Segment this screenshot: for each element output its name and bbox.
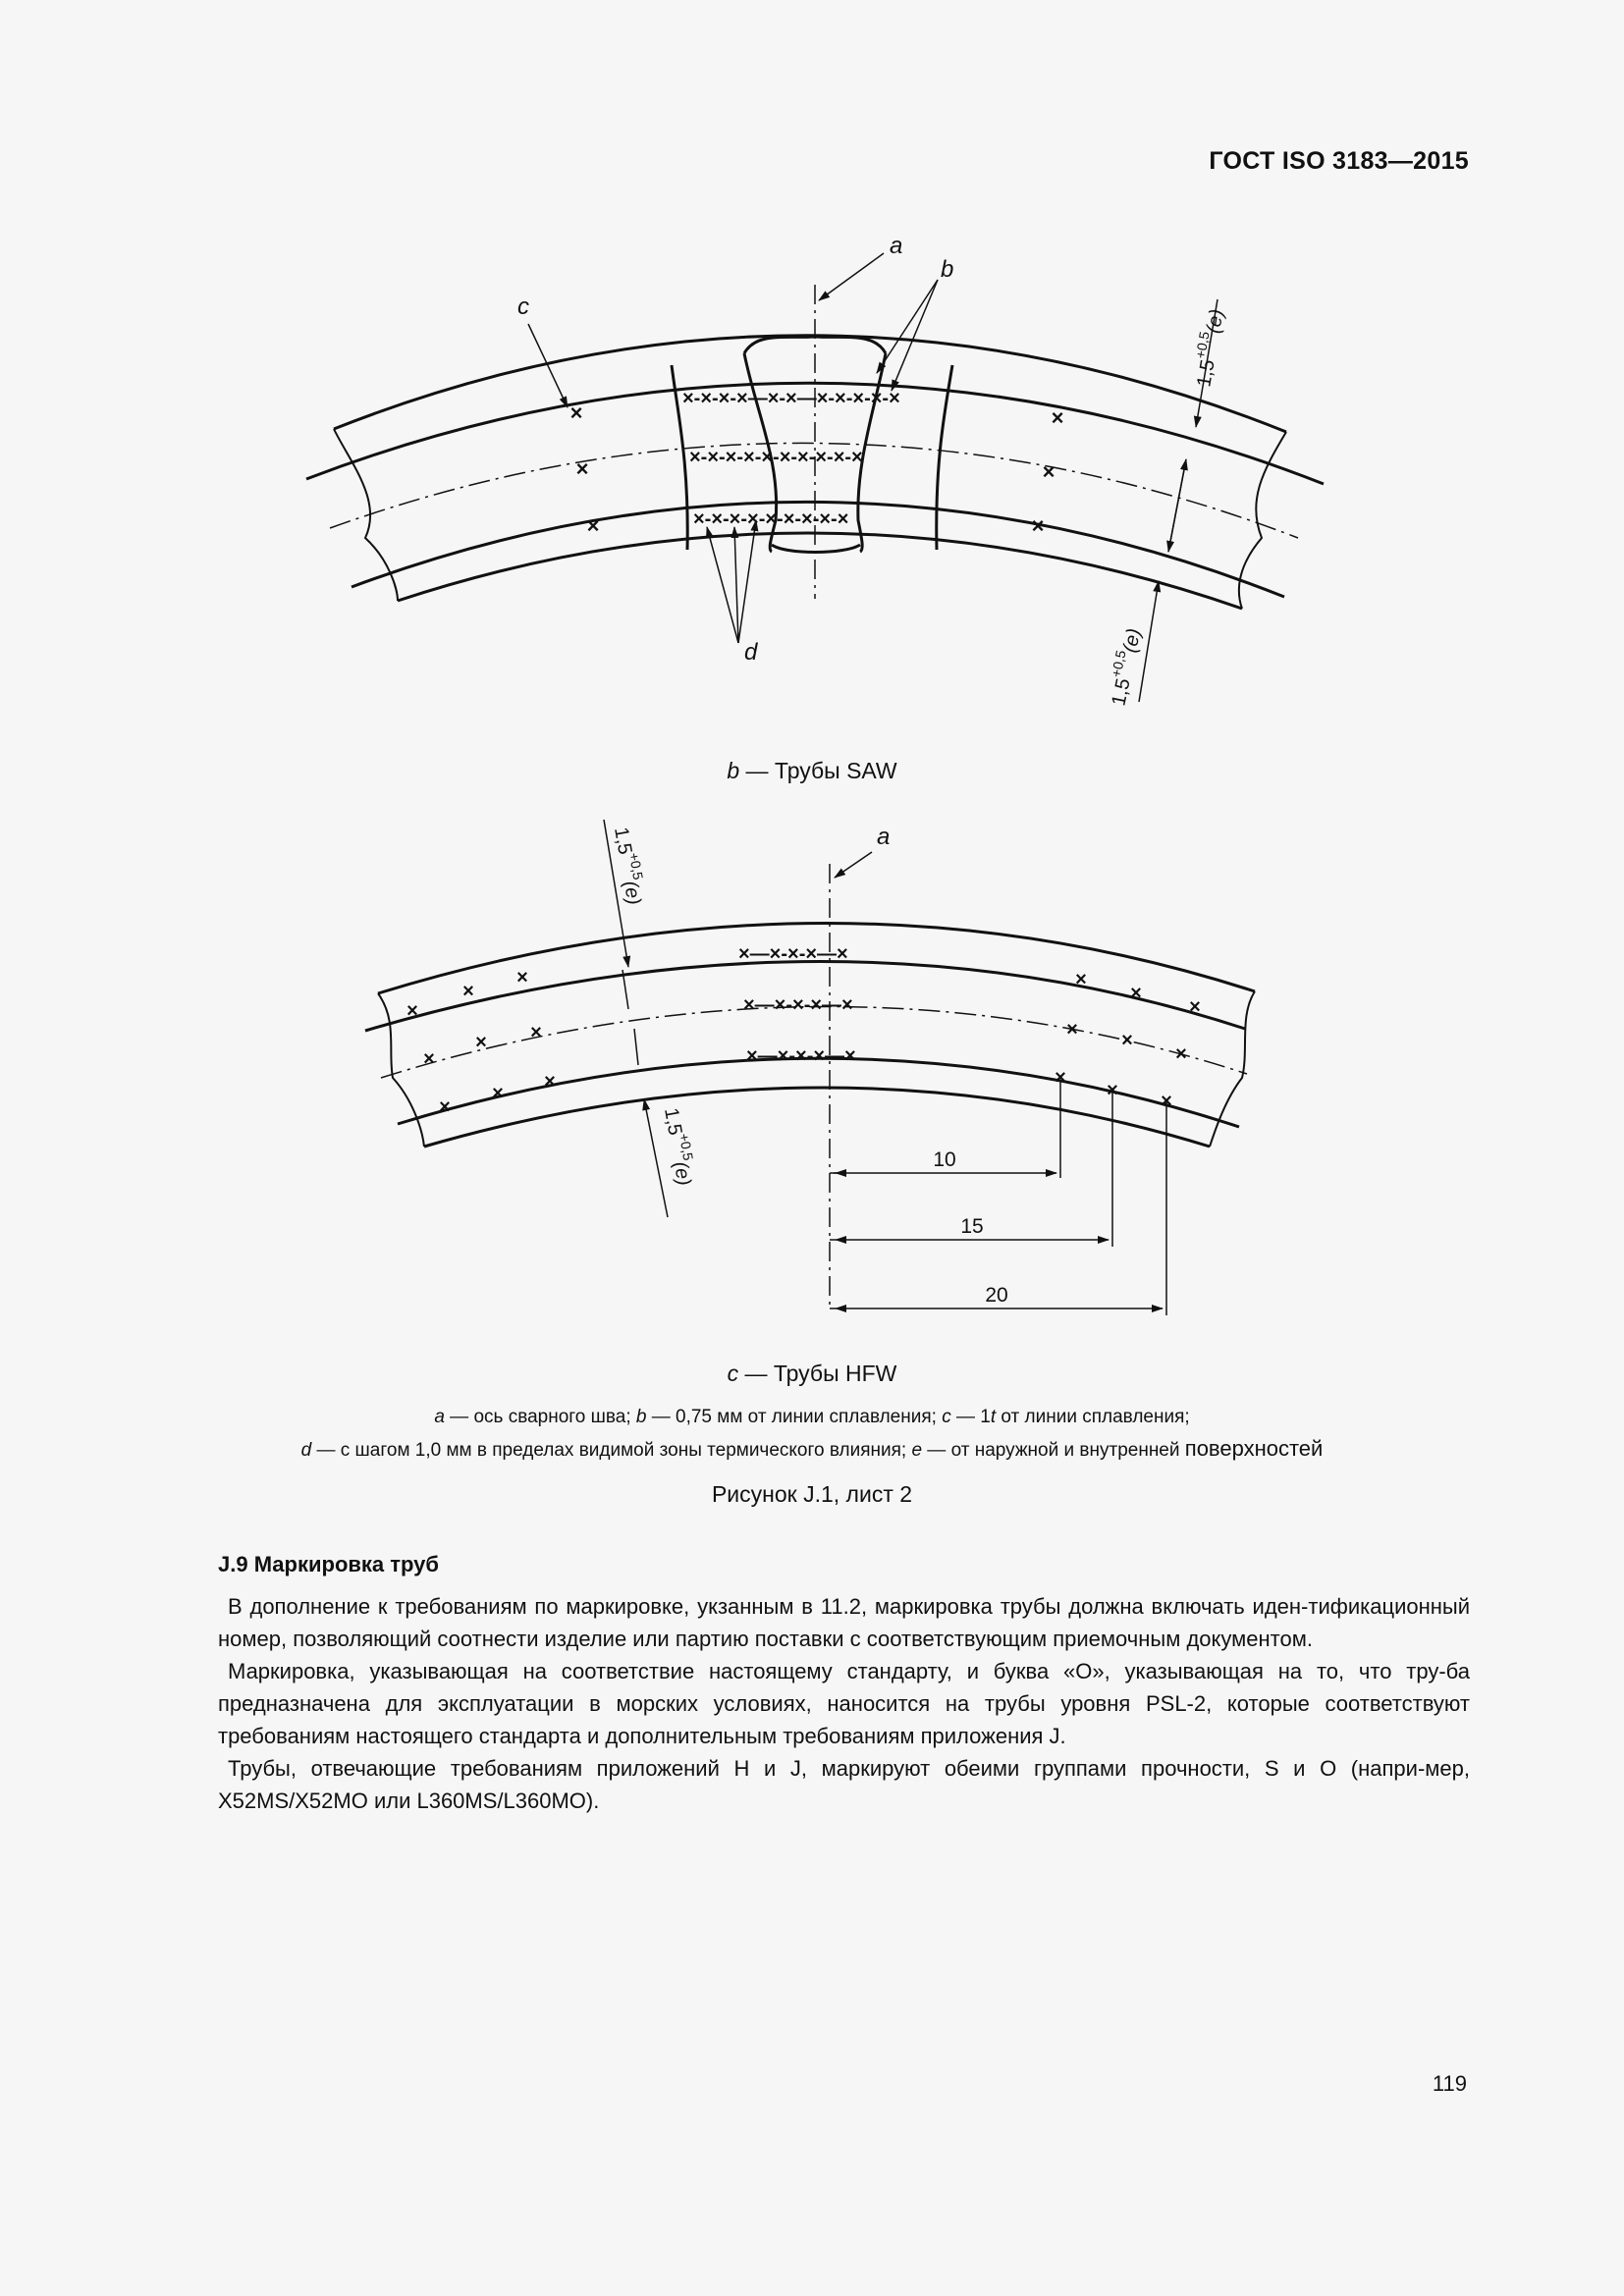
paragraph: В дополнение к требованиям по маркировке, укзанным в 11.2, маркировка трубы должна включать иден-тификационный номер, позволяющий соотнести изделие или партию поставки с соответствующим приемочным документом. <box>218 1594 1470 1651</box>
label-d: d <box>744 639 758 666</box>
figure-title: Рисунок J.1, лист 2 <box>711 1481 913 1507</box>
hfw-marker-row-top: ×—×-×-×—× <box>738 943 848 965</box>
marker-x: × <box>516 967 528 988</box>
marker-x: × <box>475 1032 487 1053</box>
label-a: a <box>890 233 903 259</box>
hfw-inner-surface <box>424 1088 1210 1147</box>
saw-inner-surface <box>398 533 1242 609</box>
marker-x: × <box>1130 983 1142 1004</box>
marker-row-mid: ×-×-×-×-×-×-×-×-×-× <box>689 447 863 468</box>
section-body <box>218 1590 1470 1817</box>
marker-x: × <box>1042 459 1056 484</box>
paragraph: Маркировка, указывающая на соответствие настоящему стандарту, и буква «О», указывающая на то, что тру-ба предназначена для эксплуатации в морских условиях, наносится на трубы уровня PSL-2, которые соответствуют требованиям настоящего стандарта и дополнительным требованиям приложения J. <box>218 1659 1470 1748</box>
marker-x: × <box>1055 1067 1066 1089</box>
legend-line-1: a — ось сварного шва; b — 0,75 мм от линии сплавления; c — 1t от линии сплавления; <box>434 1407 1190 1427</box>
marker-x: × <box>1175 1043 1187 1065</box>
marker-x: × <box>462 981 474 1002</box>
hfw-marker-row-mid: ×—×-×-×—× <box>743 994 853 1016</box>
document-header: ГОСТ ISO 3183—2015 <box>1209 147 1469 175</box>
hfw-centerline <box>381 1006 1247 1078</box>
marker-x: × <box>544 1071 556 1093</box>
dim-15: 15 <box>960 1215 984 1238</box>
figure-saw-diagram <box>0 226 1624 736</box>
thickness-label-outer: $1,5^{+0,5}(e)$ <box>1192 307 1228 389</box>
marker-x: × <box>1031 513 1045 538</box>
hfw-marker-row-bot: ×—×-×-×—× <box>746 1045 856 1067</box>
marker-x: × <box>1161 1091 1172 1112</box>
label-a: a <box>877 824 891 850</box>
marker-x: × <box>1075 969 1087 990</box>
marker-x: × <box>569 400 583 425</box>
thickness-label-inner: $1,5^{+0,5}(e)$ <box>1108 626 1146 709</box>
label-c: c <box>517 294 529 320</box>
section-heading: J.9 Маркировка труб <box>218 1552 440 1576</box>
legend-line-2: d — с шагом 1,0 мм в пределах видимой зоны термического влияния; e — от наружной и внутренней поверхностей <box>300 1436 1324 1461</box>
marker-x: × <box>492 1083 504 1104</box>
saw-fusion-right <box>937 365 952 550</box>
dim-20: 20 <box>985 1284 1008 1307</box>
marker-row-bot: ×-×-×-×-×-×-×-×-× <box>693 508 849 530</box>
page-number: 119 <box>1432 2071 1467 2096</box>
figure-hfw-diagram <box>0 815 1624 1325</box>
thickness-label-outer: $1,5^{+0,5}(e)$ <box>610 826 647 907</box>
marker-row-top: ×-×-×-×—×-×—×-×-×-×-× <box>682 388 900 409</box>
marker-x: × <box>423 1048 435 1070</box>
marker-x: × <box>1066 1019 1078 1041</box>
marker-x: × <box>575 456 589 481</box>
marker-x: × <box>1051 405 1064 430</box>
marker-x: × <box>586 513 600 538</box>
marker-x: × <box>1107 1080 1118 1101</box>
panel-b-caption: b — Трубы SAW <box>727 758 897 783</box>
figure-legend <box>0 1402 1624 1467</box>
marker-x: × <box>530 1022 542 1043</box>
label-b: b <box>941 256 954 283</box>
marker-x: × <box>406 1000 418 1022</box>
saw-weld-cap-bottom <box>772 545 860 553</box>
marker-x: × <box>1121 1030 1133 1051</box>
dim-10: 10 <box>933 1148 956 1171</box>
marker-x: × <box>1189 996 1201 1018</box>
paragraph: Трубы, отвечающие требованиям приложений H и J, маркируют обеими группами прочности, S и O (напри-мер, X52MS/X52MO или L360MS/L360MO). <box>218 1756 1470 1813</box>
marker-x: × <box>439 1096 451 1118</box>
panel-c-caption: c — Трубы HFW <box>727 1361 897 1386</box>
thickness-label-inner: $1,5^{+0,5}(e)$ <box>660 1106 697 1188</box>
